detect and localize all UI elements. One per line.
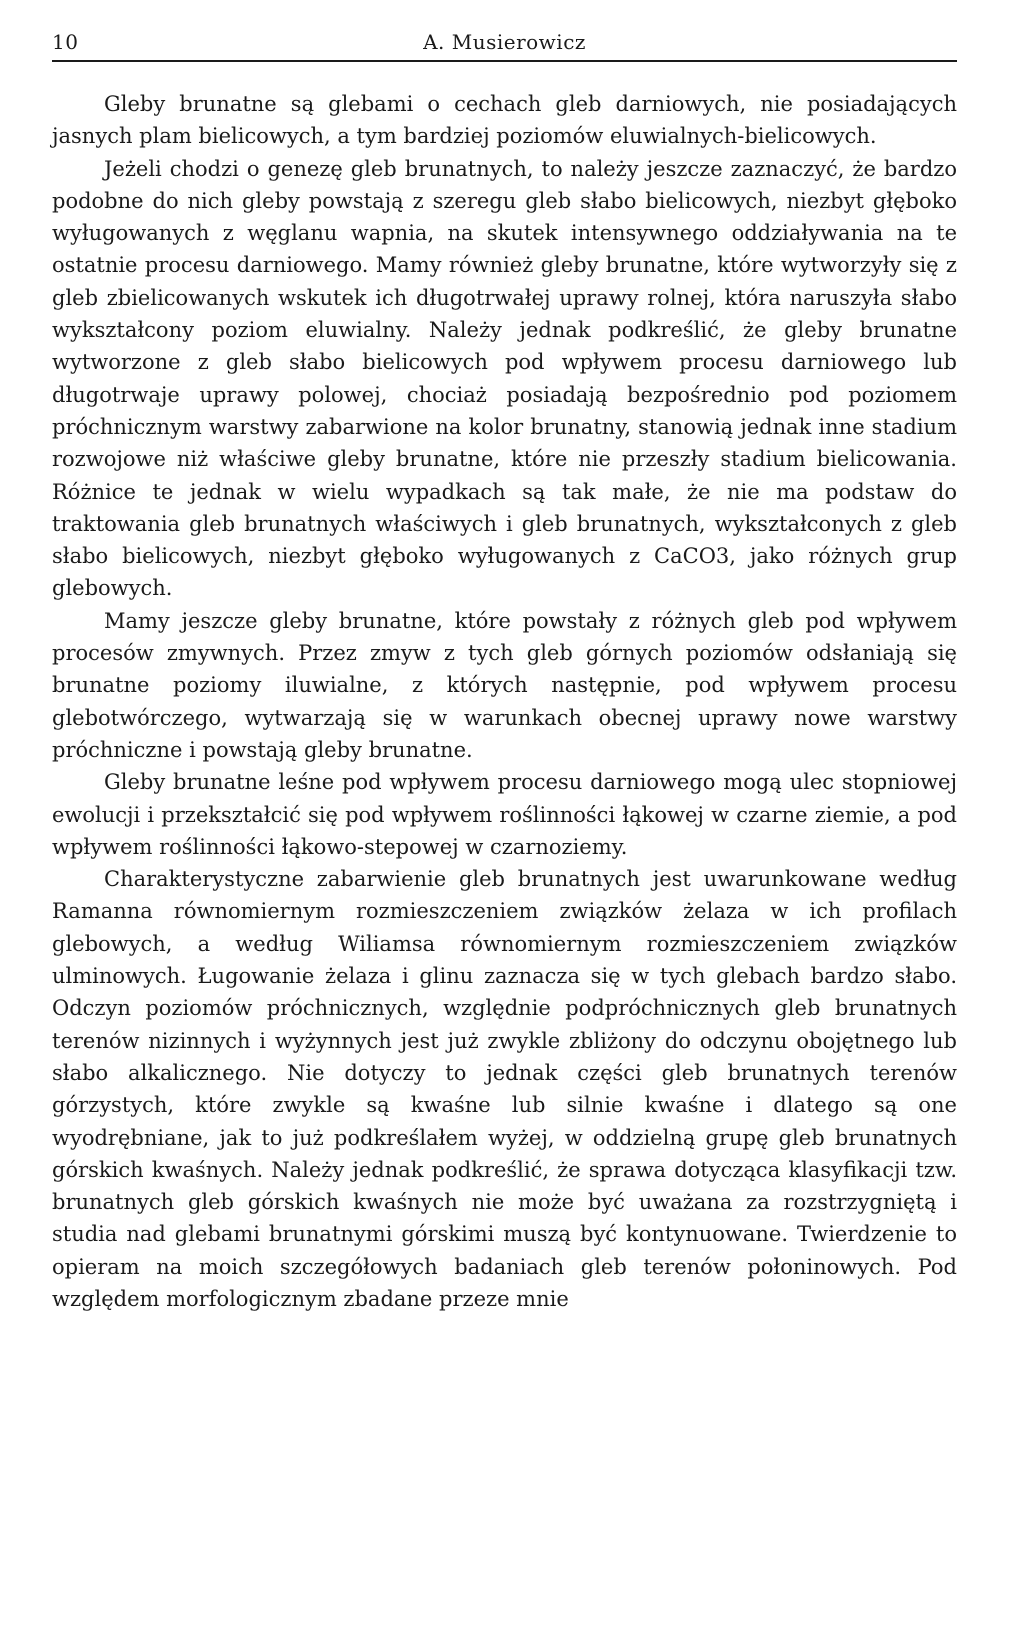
paragraph-4: Gleby brunatne leśne pod wpływem procesu darniowego mogą ulec stopniowej ewolucji i przekształcić się pod wpływem roślinności łąkowej w czarne ziemie, a pod wpływem roślinności łąkowo-stepowej w czarnoziemy. <box>52 770 957 859</box>
running-title: A. Musierowicz <box>423 30 586 54</box>
paragraph-3: Mamy jeszcze gleby brunatne, które powstały z różnych gleb pod wpływem procesów zmywnych. Przez zmyw z tych gleb górnych poziomów odsłaniają się brunatne poziomy iluwialne, z których następnie, pod wpływem procesu glebotwórczego, wytwarzają się w warunkach obecnej uprawy nowe warstwy próchniczne i powstają gleby brunatne. <box>52 608 957 762</box>
paragraph-1: Gleby brunatne są glebami o cechach gleb darniowych, nie posiadających jasnych plam bielicowych, a tym bardziej poziomów eluwialnych-bielicowych. <box>52 92 957 149</box>
paragraph-2: Jeżeli chodzi o genezę gleb brunatnych, to należy jeszcze zaznaczyć, że bardzo podobne do nich gleby powstają z szeregu gleb słabo bielicowych, niezbyt głęboko wyługowanych z węglanu wapnia, na skutek intensywnego oddziaływania na te ostatnie procesu darniowego. Mamy również gleby brunatne, które wytworzyły się z gleb zbielicowanych wskutek ich długotrwałej uprawy rolnej, która naruszyła słabo wykształcony poziom eluwialny. Należy jednak podkreślić, że gleby brunatne wytworzone z gleb słabo bielicowych pod wpływem procesu darniowego lub długotrwaje uprawy polowej, chociaż posiadają bezpośrednio pod poziomem próchnicznym warstwy zabarwione na kolor brunatny, stanowią jednak inne stadium rozwojowe niż właściwe gleby brunatne, które nie przeszły stadium bielicowania. Różnice te jednak w wielu wypadkach są tak małe, że nie ma podstaw do traktowania gleb brunatnych właściwych i gleb brunatnych, wykształconych z gleb słabo bielicowych, niezbyt głęboko wyługowanych z CaCO3, jako różnych grup glebowych. <box>52 156 957 601</box>
document-page <box>52 28 957 1315</box>
paragraph-5: Charakterystyczne zabarwienie gleb brunatnych jest uwarunkowane według Ramanna równomiernym rozmieszczeniem związków żelaza w ich profilach glebowych, a według Wiliamsa równomiernym rozmieszczeniem związków ulminowych. Ługowanie żelaza i glinu zaznacza się w tych glebach bardzo słabo. Odczyn poziomów próchnicznych, względnie podpróchnicznych gleb brunatnych terenów nizinnych i wyżynnych jest już zwykle zbliżony do odczynu obojętnego lub słabo alkalicznego. Nie dotyczy to jednak części gleb brunatnych terenów górzystych, które zwykle są kwaśne lub silnie kwaśne i dlatego są one wyodrębniane, jak to już podkreślałem wyżej, w oddzielną grupę gleb brunatnych górskich kwaśnych. Należy jednak podkreślić, że sprawa dotycząca klasyfikacji tzw. brunatnych gleb górskich kwaśnych nie może być uważana za rozstrzygniętą i studia nad glebami brunatnymi górskimi muszą być kontynuowane. Twierdzenie to opieram na moich szczegółowych badaniach gleb terenów połoninowych. Pod względem morfologicznym zbadane przeze mnie <box>52 867 957 1311</box>
page-number: 10 <box>52 30 79 54</box>
running-header <box>52 28 957 62</box>
body-text <box>52 88 957 1315</box>
